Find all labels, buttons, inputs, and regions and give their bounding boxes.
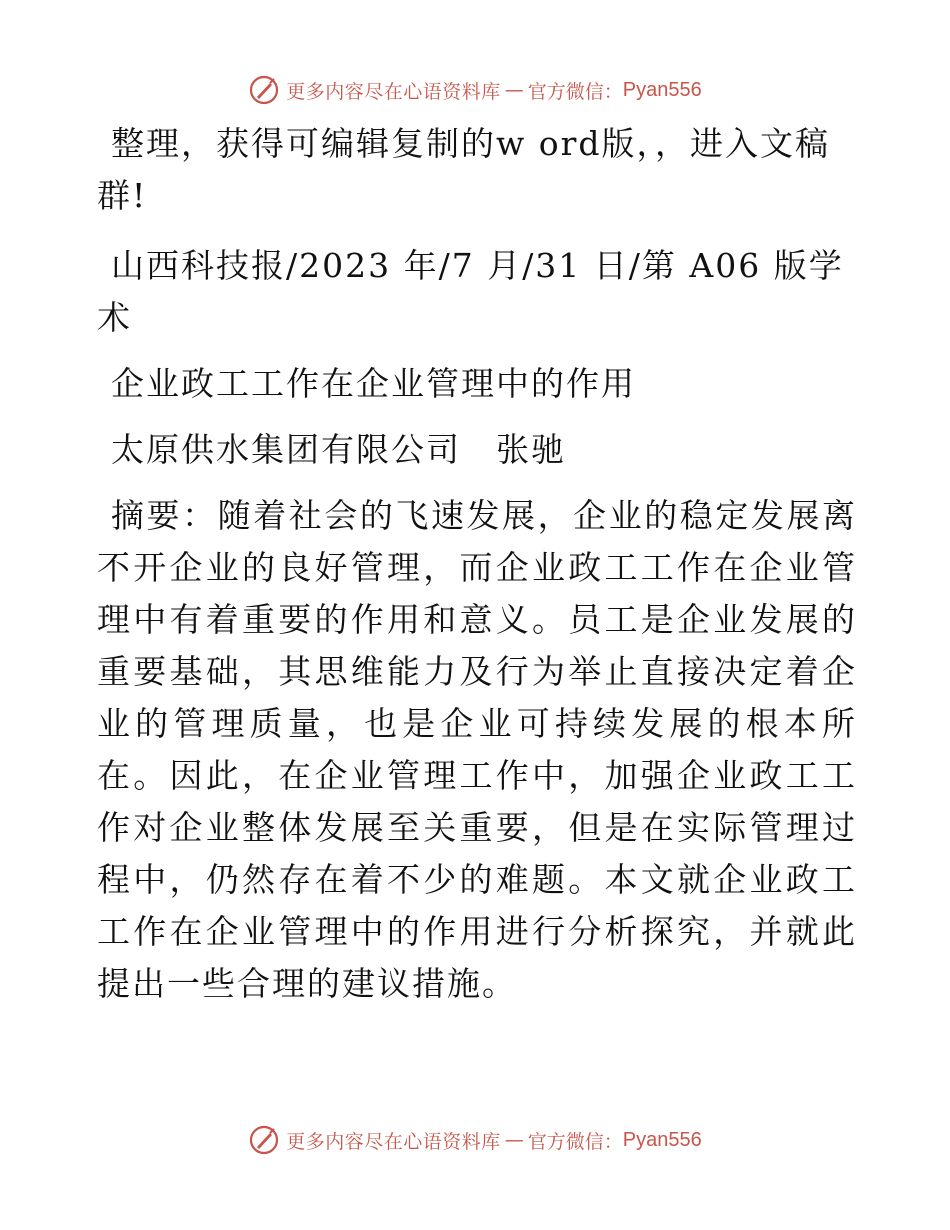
author-line: 太原供水集团有限公司 张驰 xyxy=(111,430,566,469)
footer-watermark xyxy=(0,1120,950,1160)
article-title: 企业政工工作在企业管理中的作用 xyxy=(111,364,636,403)
document-body xyxy=(97,118,857,1010)
watermark-label: 官方微信： xyxy=(527,80,623,103)
watermark-label: 官方微信： xyxy=(527,1130,623,1153)
watermark-id: Pyan556 xyxy=(622,78,702,101)
quill-seal-icon xyxy=(248,74,280,106)
quill-seal-icon xyxy=(248,1124,280,1156)
source-line: 山西科技报/2023 年/7 月/31 日/第 A06 版学术 xyxy=(97,246,844,337)
watermark-text: 更多内容尽在心语资料库 xyxy=(286,1130,501,1153)
abstract-paragraph: 摘要：随着社会的飞速发展，企业的稳定发展离不开企业的良好管理，而企业政工工作在企业管理中有着重要的作用和意义。员工是企业发展的重要基础，其思维能力及行为举止直接决定着企业的管理质量，也是企业可持续发展的根本所在。因此，在企业管理工作中，加强企业政工工作对企业整体发展至关重要，但是在实际管理过程中，仍然存在着不少的难题。本文就企业政工工作在企业管理中的作用进行分析探究，并就此提出一些合理的建议措施。 xyxy=(97,496,857,1003)
header-watermark xyxy=(0,70,950,110)
intro-paragraph: 整理，获得可编辑复制的w ord版，，进入文稿群! xyxy=(97,124,831,215)
watermark-dash: — xyxy=(504,79,524,101)
watermark-text: 更多内容尽在心语资料库 xyxy=(286,80,501,103)
watermark-id: Pyan556 xyxy=(622,1128,702,1151)
watermark-dash: — xyxy=(504,1129,524,1151)
